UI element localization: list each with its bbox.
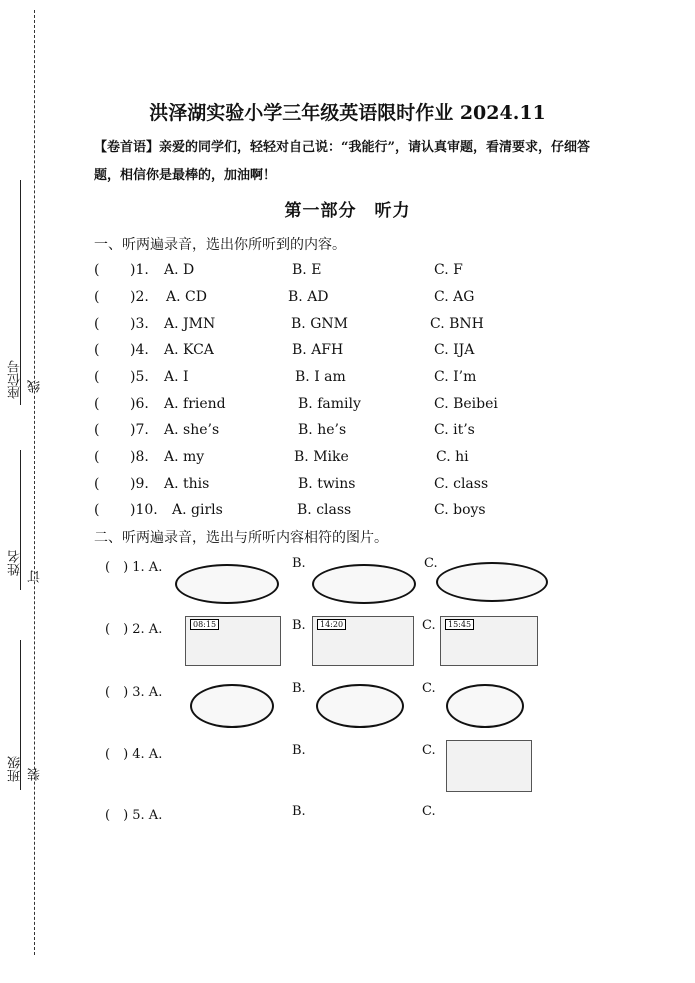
option-c-label: C.	[424, 556, 438, 571]
option-b-label: B.	[292, 804, 306, 819]
answer-bracket: (	[94, 502, 100, 518]
classroom-late-picture[interactable]	[440, 616, 538, 666]
option-b[interactable]: B. AD	[288, 289, 329, 305]
answer-bracket: (	[94, 422, 100, 438]
question-number: )8.	[130, 449, 149, 465]
listening-question-row	[94, 502, 614, 522]
option-c[interactable]: C. AG	[434, 289, 475, 305]
option-b[interactable]: B. AFH	[292, 342, 344, 358]
class-label: 班级	[8, 756, 23, 782]
question-number: ( ) 2. A.	[105, 622, 163, 637]
classroom-morning-picture[interactable]	[185, 616, 281, 666]
name-label: 姓名	[8, 550, 23, 576]
option-a[interactable]: A. I	[164, 369, 189, 385]
option-c[interactable]: C. hi	[436, 449, 469, 465]
alphabet-animals-picture[interactable]	[436, 562, 548, 602]
answer-bracket: (	[94, 449, 100, 465]
teacher-picture[interactable]	[444, 804, 504, 868]
part-title: 第一部分 听力	[284, 201, 411, 221]
binding-cut-line	[34, 10, 35, 955]
option-c[interactable]: C. boys	[434, 502, 486, 518]
option-b-label: B.	[292, 618, 306, 633]
option-c-label: C.	[422, 804, 436, 819]
answer-bracket: (	[94, 476, 100, 492]
listening-question-row	[94, 369, 614, 389]
option-a[interactable]: A. my	[164, 449, 205, 465]
listening-question-row	[94, 396, 614, 416]
option-a[interactable]: A. friend	[164, 396, 226, 412]
answer-bracket: (	[94, 262, 100, 278]
girl-greeting-picture[interactable]	[318, 802, 372, 868]
option-b[interactable]: B. Mike	[294, 449, 349, 465]
option-c[interactable]: C. F	[434, 262, 463, 278]
answer-bracket: (	[94, 396, 100, 412]
option-b[interactable]: B. he’s	[298, 422, 347, 438]
listening-question-row	[94, 476, 614, 496]
question-number: ( ) 3. A.	[105, 685, 163, 700]
option-a[interactable]: A. D	[164, 262, 195, 278]
question-number: )10.	[130, 502, 158, 518]
seat-number-label: 座位号	[8, 360, 23, 399]
bind-mark: 订	[28, 570, 43, 583]
option-c[interactable]: C. it’s	[434, 422, 475, 438]
answer-bracket: (	[94, 316, 100, 332]
option-b[interactable]: B. GNM	[291, 316, 348, 332]
mouse-face-picture[interactable]	[316, 684, 404, 728]
question-number: ( ) 1. A.	[105, 560, 163, 575]
question-number: )7.	[130, 422, 149, 438]
line-mark: 线	[28, 380, 43, 393]
option-a[interactable]: A. CD	[166, 289, 207, 305]
question-number: )4.	[130, 342, 149, 358]
answer-bracket: (	[94, 342, 100, 358]
clock-time: 15:45	[445, 619, 474, 630]
option-c-label: C.	[422, 618, 436, 633]
panda-face-picture[interactable]	[446, 684, 524, 728]
listening-question-row	[94, 342, 614, 362]
question-number: ( ) 4. A.	[105, 747, 163, 762]
option-b[interactable]: B. family	[298, 396, 361, 412]
section2-heading: 二、听两遍录音，选出与所听内容相符的图片。	[94, 530, 388, 546]
option-c[interactable]: C. Beibei	[434, 396, 498, 412]
bedroom-picture[interactable]	[446, 740, 532, 792]
option-a[interactable]: A. girls	[172, 502, 223, 518]
option-b-label: B.	[292, 556, 306, 571]
listening-question-row	[94, 289, 614, 309]
option-b[interactable]: B. I am	[295, 369, 346, 385]
question-number: )2.	[130, 289, 149, 305]
option-c[interactable]: C. I’m	[434, 369, 477, 385]
classroom-afternoon-picture[interactable]	[312, 616, 414, 666]
option-b-label: B.	[292, 743, 306, 758]
option-c[interactable]: C. BNH	[430, 316, 484, 332]
option-b-label: B.	[292, 681, 306, 696]
option-a[interactable]: A. JMN	[164, 316, 216, 332]
listening-question-row	[94, 449, 614, 469]
question-number: )3.	[130, 316, 149, 332]
listening-question-row	[94, 422, 614, 442]
option-a[interactable]: A. she’s	[164, 422, 220, 438]
option-c-label: C.	[422, 743, 436, 758]
question-number: )6.	[130, 396, 149, 412]
pack-mark: 装	[28, 768, 43, 781]
option-c[interactable]: C. class	[434, 476, 489, 492]
option-b[interactable]: B. E	[292, 262, 322, 278]
question-number: )5.	[130, 369, 149, 385]
page-title: 洪泽湖实验小学三年级英语限时作业 2024.11	[149, 102, 546, 124]
waving-friends-picture[interactable]	[316, 740, 406, 790]
option-a[interactable]: A. this	[164, 476, 210, 492]
option-a[interactable]: A. KCA	[164, 342, 214, 358]
option-c-label: C.	[422, 681, 436, 696]
answer-bracket: (	[94, 369, 100, 385]
girl-waving-picture[interactable]	[185, 804, 235, 868]
intro-text: 【卷首语】亲爱的同学们，轻轻对自己说：“我能行”，请认真审题，看清要求，仔细答题，相信你是最棒的，加油啊！	[94, 140, 590, 183]
listening-question-row	[94, 262, 614, 282]
answer-bracket: (	[94, 289, 100, 305]
option-b[interactable]: B. class	[297, 502, 352, 518]
question-number: )1.	[130, 262, 149, 278]
question-number: ( ) 5. A.	[105, 808, 163, 823]
clock-time: 14:20	[317, 619, 346, 630]
section1-heading: 一、听两遍录音，选出你所听到的内容。	[94, 237, 346, 253]
alphabet-kids-picture[interactable]	[175, 564, 279, 604]
option-b[interactable]: B. twins	[298, 476, 356, 492]
option-c[interactable]: C. IJA	[434, 342, 475, 358]
handshake-picture[interactable]	[188, 740, 270, 790]
clock-time: 08:15	[190, 619, 219, 630]
question-number: )9.	[130, 476, 149, 492]
cat-face-picture[interactable]	[190, 684, 274, 728]
alphabet-letters-picture[interactable]	[312, 564, 416, 604]
listening-question-row	[94, 316, 614, 336]
